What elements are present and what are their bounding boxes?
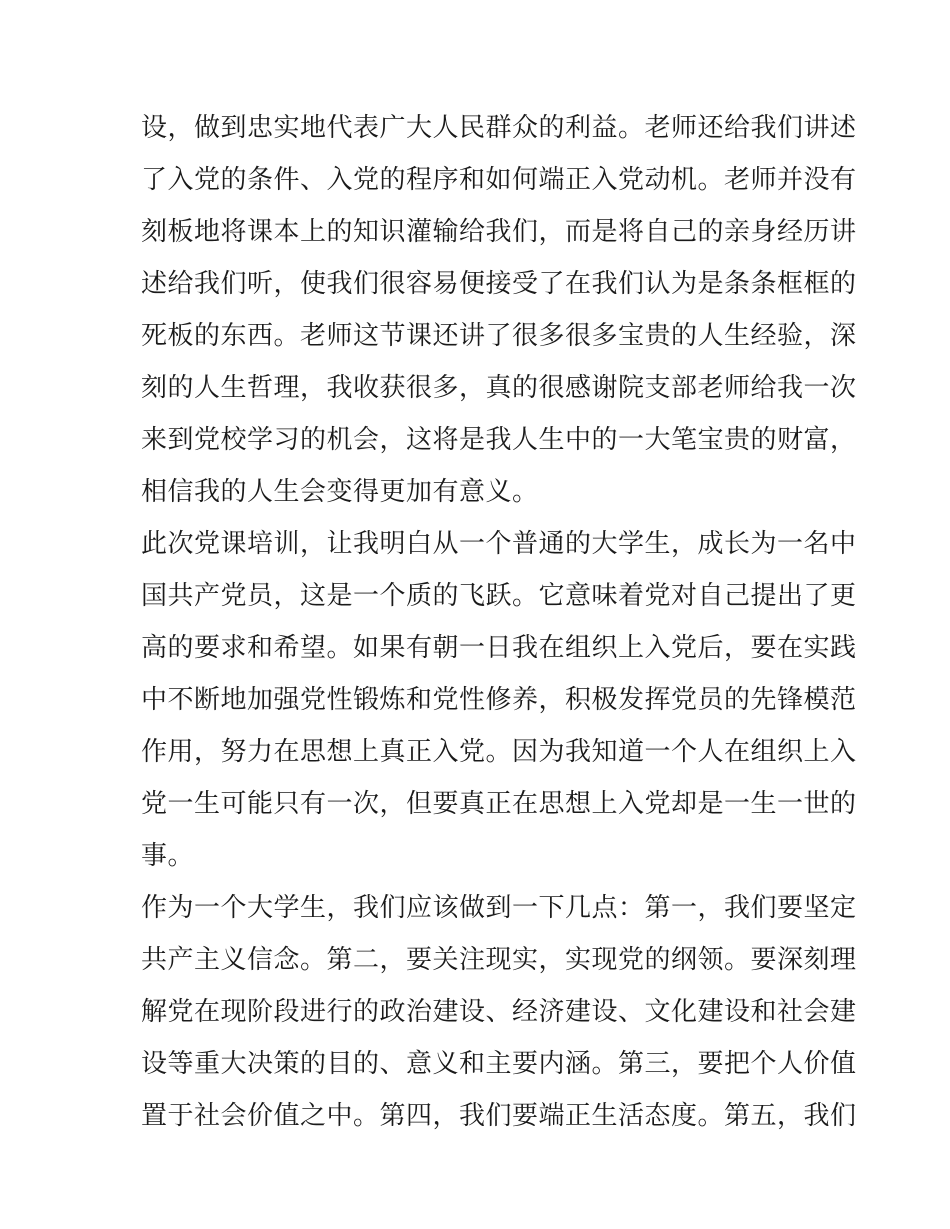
text-line: 设等重大决策的目的、意义和主要内涵。第三，要把个人价值 bbox=[141, 1049, 857, 1079]
text-line: 高的要求和希望。如果有朝一日我在组织上入党后，要在实践 bbox=[141, 633, 857, 663]
text-line: 了入党的条件、入党的程序和如何端正入党动机。老师并没有 bbox=[141, 165, 857, 195]
text-line: 党一生可能只有一次，但要真正在思想上入党却是一生一世的 bbox=[141, 789, 857, 819]
text-line: 中不断地加强党性锻炼和党性修养，积极发挥党员的先锋模范 bbox=[141, 685, 857, 715]
text-line: 事。 bbox=[141, 841, 195, 871]
text-line: 此次党课培训，让我明白从一个普通的大学生，成长为一名中 bbox=[141, 529, 857, 559]
text-line: 来到党校学习的机会，这将是我人生中的一大笔宝贵的财富， bbox=[141, 425, 857, 455]
text-line: 作为一个大学生，我们应该做到一下几点：第一，我们要坚定 bbox=[141, 893, 857, 923]
text-line: 作用，努力在思想上真正入党。因为我知道一个人在组织上入 bbox=[141, 737, 857, 767]
text-line: 死板的东西。老师这节课还讲了很多很多宝贵的人生经验，深 bbox=[141, 321, 857, 351]
text-line: 刻的人生哲理，我收获很多，真的很感谢院支部老师给我一次 bbox=[141, 373, 857, 403]
text-line: 共产主义信念。第二，要关注现实，实现党的纲领。要深刻理 bbox=[141, 945, 857, 975]
text-line: 设，做到忠实地代表广大人民群众的利益。老师还给我们讲述 bbox=[141, 113, 857, 143]
text-line: 刻板地将课本上的知识灌输给我们，而是将自己的亲身经历讲 bbox=[141, 217, 857, 247]
text-line: 置于社会价值之中。第四，我们要端正生活态度。第五，我们 bbox=[141, 1101, 857, 1131]
text-line: 述给我们听，使我们很容易便接受了在我们认为是条条框框的 bbox=[141, 269, 857, 299]
text-line: 国共产党员，这是一个质的飞跃。它意味着党对自己提出了更 bbox=[141, 581, 857, 611]
text-line: 解党在现阶段进行的政治建设、经济建设、文化建设和社会建 bbox=[141, 997, 857, 1027]
text-line: 相信我的人生会变得更加有意义。 bbox=[141, 477, 539, 507]
